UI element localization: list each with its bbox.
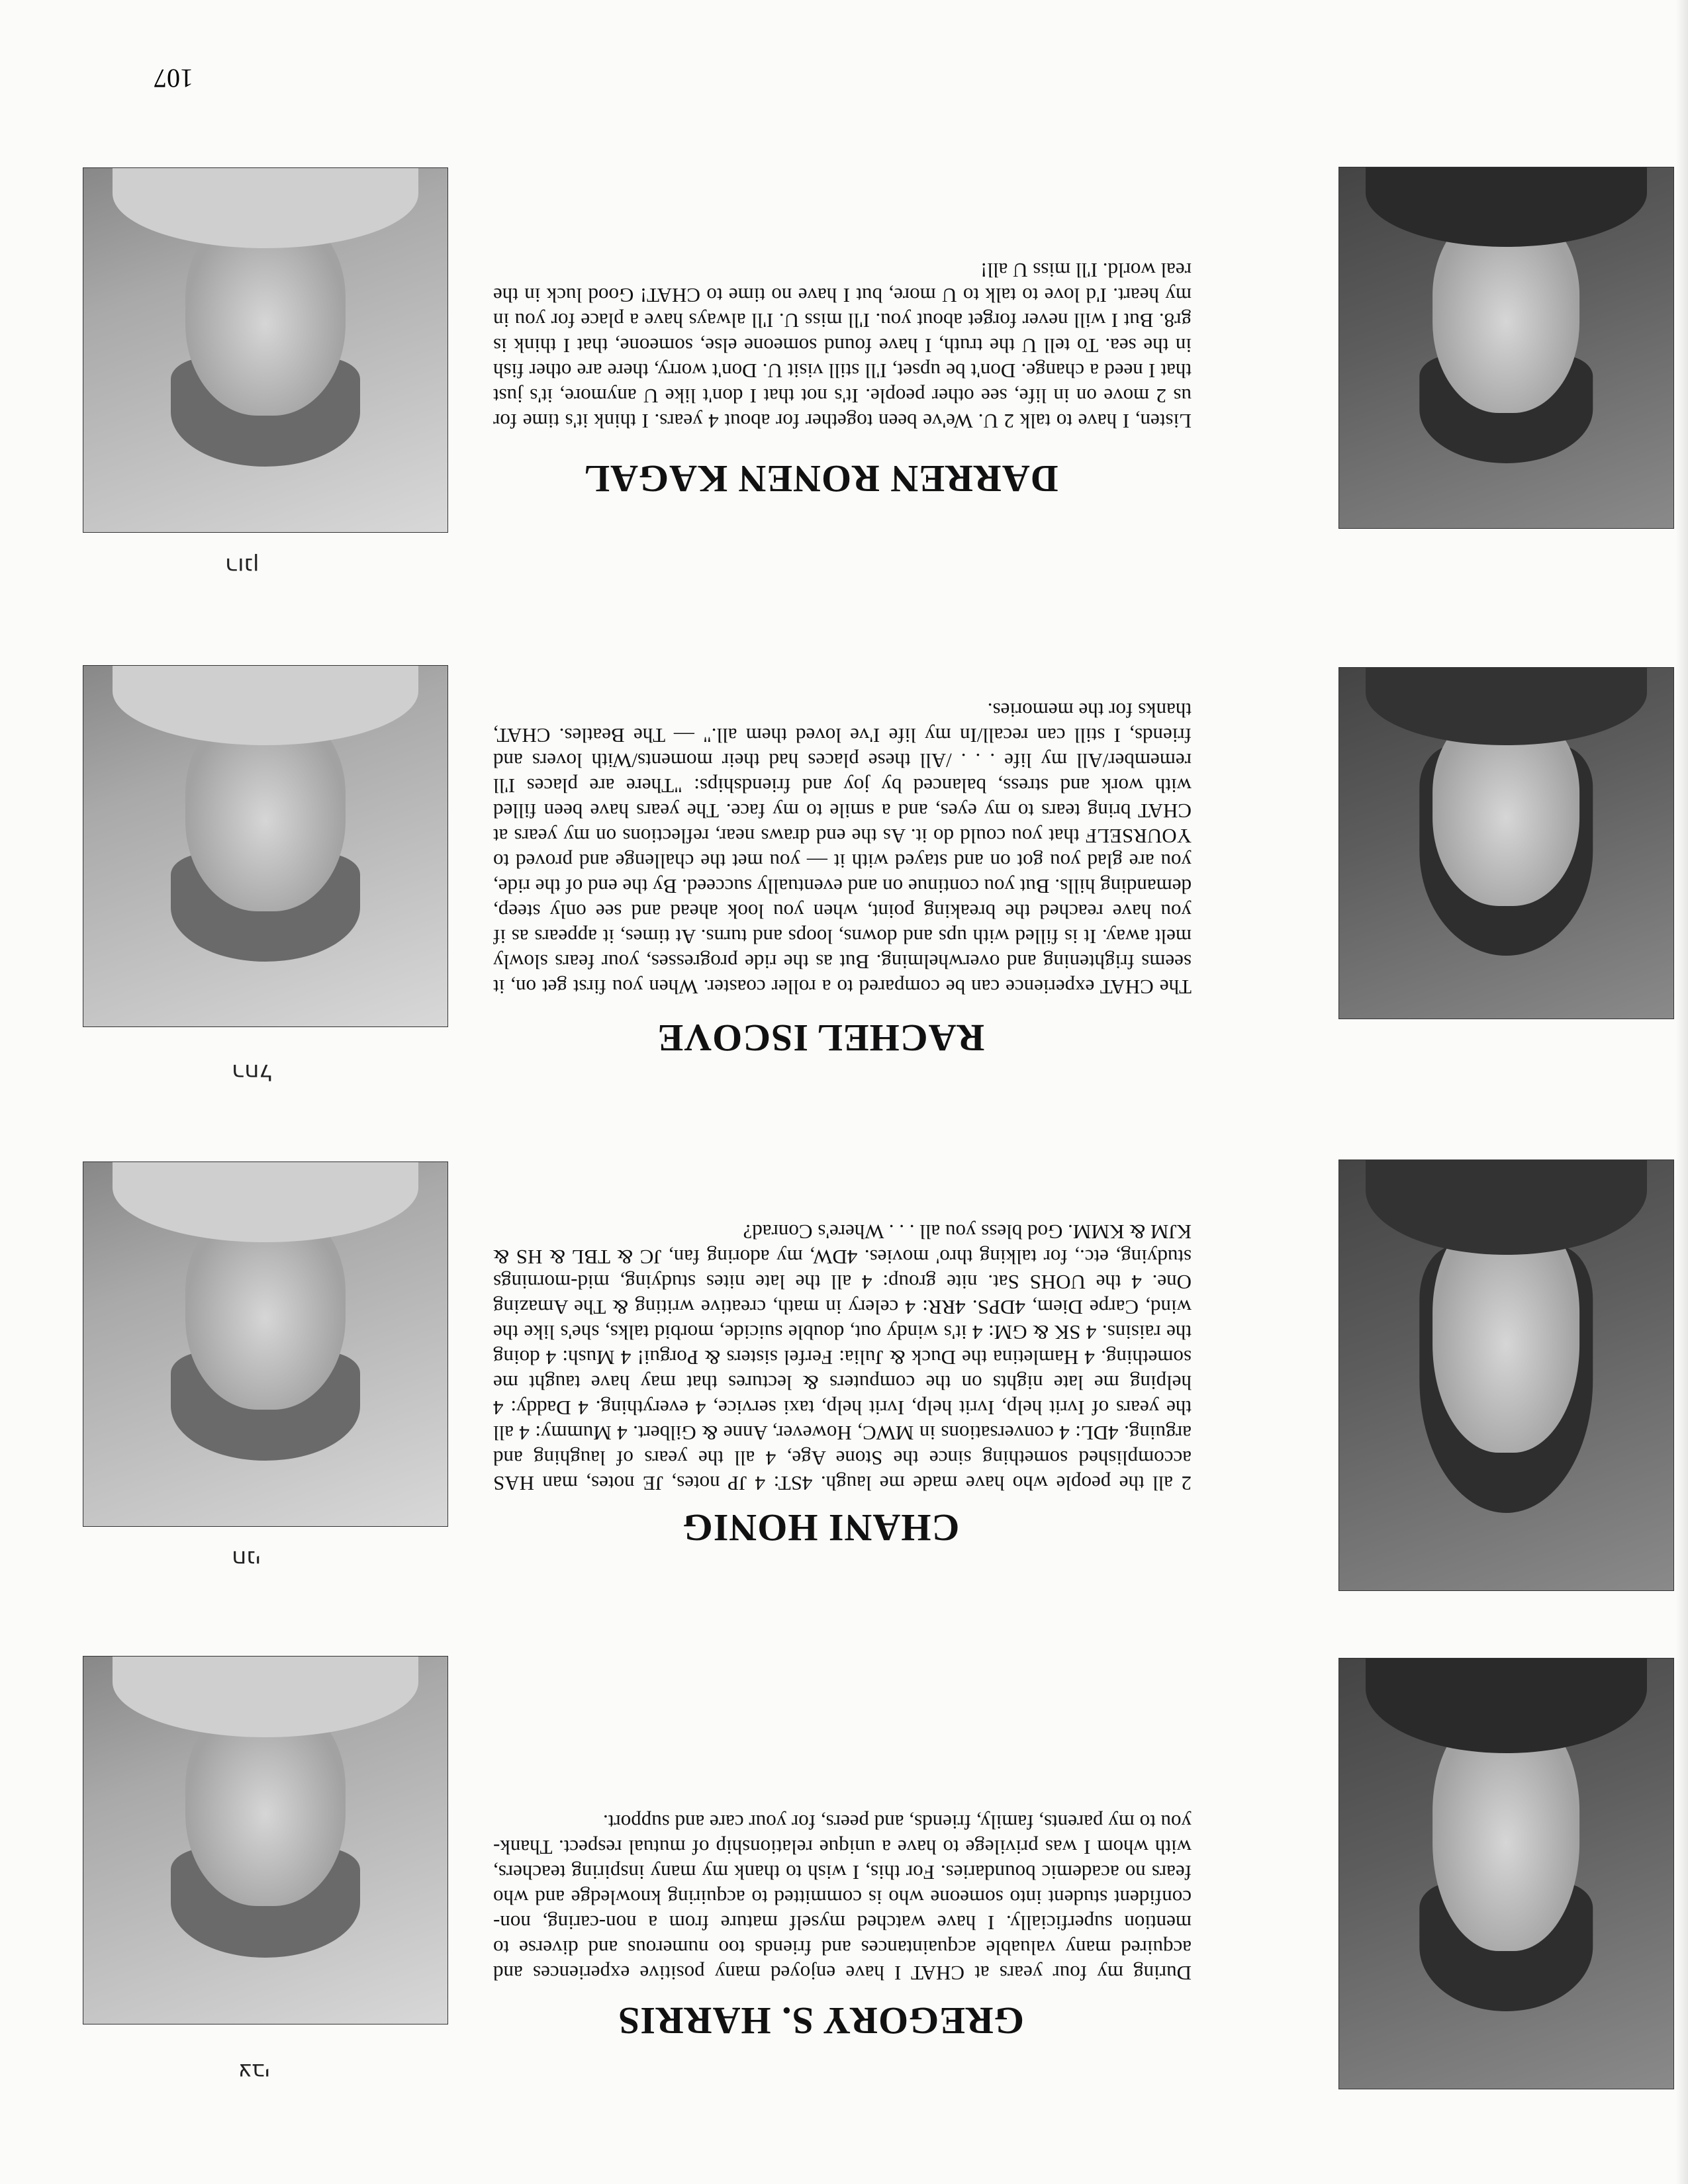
name-gregory: GREGORY S. HARRIS — [618, 1999, 1024, 2042]
bio-chani: 2 all the people who have made me laugh. 4ST: 4 JP notes, JE notes, man HAS accomplished something since the Stone Age, 4 all the years of laughing and arguing. 4DL: 4 conversations in MWC, However, Anne & Gilbert. 4 Mummy: 4 all the years of Ivrit help, Ivrit help, Ivrit help, taxi service, 4 everything. 4 Daddy: 4 helping me late nights on the computers & lectures that may have taught me something. 4 Hamletina the Duck & Julia: Ferfel sisters & Porgui! 4 Mush: 4 doing the raisins. 4 SK & GM: 4 it's windy out, double suicide, morbid talks, she's like the wind, Carpe Diem, 4DPS. 4RR: 4 celery in math, creative writing & The Amazing One. 4 the UOHS Sat. nite group: 4 all the late nites studying, mid-mornings studying, etc., for talking thro' movies. 4DW, my adoring fan, JC & TBL & HS & KJM & KMM. God bless you all . . . Where's Conrad? — [493, 1220, 1192, 1495]
childhood-photo-gregory — [83, 1656, 448, 2025]
bio-darren: Listen, I have to talk 2 U. We've been together for about 4 years. I think it's time for us 2 move on in life, see other people. It's not that I don't like U anymore, it's just that I need a change. Don't be upset, I'll still visit U. Don't worry, there are other fish in the sea. To tell U the truth, I have found someone else, someone, that I think is gr8. But I will never forget about you. I'll miss U. I'll always have a place for you in my heart. I'd love to talk to U more, but I have no time to CHAT! Good luck in the real world. I'll miss U all! — [493, 259, 1192, 433]
childhood-photo-chani — [83, 1161, 448, 1527]
hebrew-label-gregory: צבי — [238, 2058, 270, 2085]
page-number: 107 — [154, 64, 193, 93]
senior-portrait-chani — [1338, 1160, 1674, 1591]
hebrew-label-darren: רונן — [225, 553, 259, 579]
name-chani: CHANI HONIG — [682, 1506, 960, 1549]
senior-portrait-gregory — [1338, 1658, 1674, 2089]
hebrew-label-rachel: רחל — [232, 1059, 272, 1085]
senior-portrait-darren — [1338, 167, 1674, 529]
childhood-photo-rachel — [83, 665, 448, 1027]
bio-rachel: The CHAT experience can be compared to a roller coaster. When you first get on, it seems frightening and overwhelming. But as the ride progresses, your fears slowly melt away. It is filled with ups and downs, loops and turns. At times, it appears as if you have reached the breaking point, when you look ahead and see only steep, demanding hills. But you continue on and eventually succeed. By the end of the ride, you are glad you got on and stayed with it — you met the challenge and proved to YOURSELF that you could do it. As the end draws near, reflections on my years at CHAT bring tears to my eyes, and a smile to my face. The years have been filled with work and stress, balanced by joy and friendships: "There are places I'll remember/All my life . . . /All these places had their moments/With lovers and friends, I still can recall/In my life I've loved them all." — The Beatles. CHAT, thanks for the memories. — [493, 699, 1192, 999]
name-darren: DARREN RONEN KAGAL — [583, 457, 1058, 500]
childhood-photo-darren — [83, 167, 448, 533]
hebrew-label-chani: חני — [232, 1545, 261, 1572]
senior-portrait-rachel — [1338, 667, 1674, 1019]
bio-gregory: During my four years at CHAT I have enjoyed many positive experiences and acquired many valuable acquaintances and friends too numerous and diverse to mention superficially. I have watched myself mature from a non-caring, non-confident student into someone who is committed to acquiring knowledge and who fears no academic boundaries. For this, I wish to thank my many inspiring teachers, with whom I was privilege to have a unique relationship of mutual respect. Thank-you to my parents, family, friends, and peers, for your care and support. — [493, 1811, 1192, 1985]
name-rachel: RACHEL ISCOVE — [657, 1017, 985, 1060]
